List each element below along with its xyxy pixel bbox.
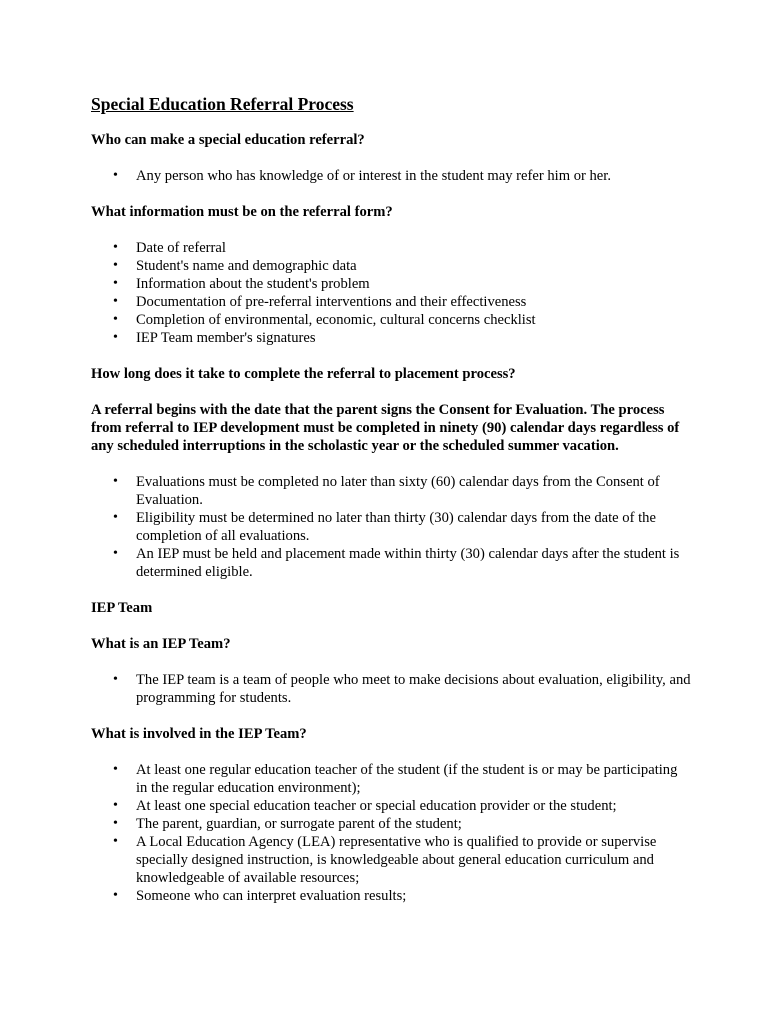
who-list — [91, 167, 691, 185]
bullet-icon: • — [113, 816, 118, 831]
document-title: Special Education Referral Process — [91, 94, 354, 114]
bullet-icon: • — [113, 330, 118, 345]
bullet-icon: • — [113, 834, 118, 849]
bullet-icon: • — [113, 258, 118, 273]
list-item: • At least one special education teacher or special education provider or the student; — [113, 798, 617, 814]
question-referral-form-info: What information must be on the referral form? — [91, 204, 393, 220]
bullet-icon: • — [113, 276, 118, 291]
list-item: • An IEP must be held and placement made within thirty (30) calendar days after the student is determined eligible. — [113, 546, 680, 580]
bullet-icon: • — [113, 798, 118, 813]
bullet-icon: • — [113, 546, 118, 561]
list-item: • Evaluations must be completed no later than sixty (60) calendar days from the Consent of Evaluation. — [113, 474, 660, 508]
info-list — [91, 239, 691, 347]
list-item: • Date of referral — [113, 240, 226, 256]
bullet-icon: • — [113, 294, 118, 309]
list-item: • Information about the student's problem — [113, 276, 370, 292]
document-page — [91, 93, 691, 923]
list-item: • Completion of environmental, economic, cultural concerns checklist — [113, 312, 536, 328]
list-item: • Any person who has knowledge of or interest in the student may refer him or her. — [113, 168, 611, 184]
list-item: • Documentation of pre-referral interventions and their effectiveness — [113, 294, 527, 310]
list-item: • IEP Team member's signatures — [113, 330, 316, 346]
list-item: • A Local Education Agency (LEA) representative who is qualified to provide or supervise specially designed instruction, is knowledgeable about general education curriculum and knowledgeable of available resources; — [113, 834, 657, 886]
bullet-icon: • — [113, 168, 118, 183]
bullet-icon: • — [113, 888, 118, 903]
bullet-icon: • — [113, 672, 118, 687]
list-item: • The parent, guardian, or surrogate parent of the student; — [113, 816, 462, 832]
what-iep-list — [91, 671, 691, 707]
bullet-icon: • — [113, 762, 118, 777]
bullet-icon: • — [113, 240, 118, 255]
bullet-icon: • — [113, 474, 118, 489]
involved-list — [91, 761, 691, 905]
list-item: • Student's name and demographic data — [113, 258, 357, 274]
bullet-icon: • — [113, 312, 118, 327]
question-who-can-refer: Who can make a special education referral? — [91, 132, 365, 148]
list-item: • The IEP team is a team of people who meet to make decisions about evaluation, eligibility, and programming for students. — [113, 672, 691, 706]
question-what-is-iep-team: What is an IEP Team? — [91, 636, 231, 652]
referral-timeline-paragraph: A referral begins with the date that the parent signs the Consent for Evaluation. The process from referral to IEP development must be completed in ninety (90) calendar days regardless of any scheduled interruptions in the scholastic year or the scheduled summer vacation. — [91, 402, 680, 454]
timeline-list — [91, 473, 691, 581]
list-item: • Someone who can interpret evaluation results; — [113, 888, 407, 904]
list-item: • Eligibility must be determined no later than thirty (30) calendar days from the date of the completion of all evaluations. — [113, 510, 656, 544]
section-heading-iep-team: IEP Team — [91, 600, 153, 616]
question-how-long: How long does it take to complete the referral to placement process? — [91, 366, 516, 382]
question-who-is-involved: What is involved in the IEP Team? — [91, 726, 307, 742]
bullet-icon: • — [113, 510, 118, 525]
list-item: • At least one regular education teacher of the student (if the student is or may be participating in the regular education environment); — [113, 762, 678, 796]
